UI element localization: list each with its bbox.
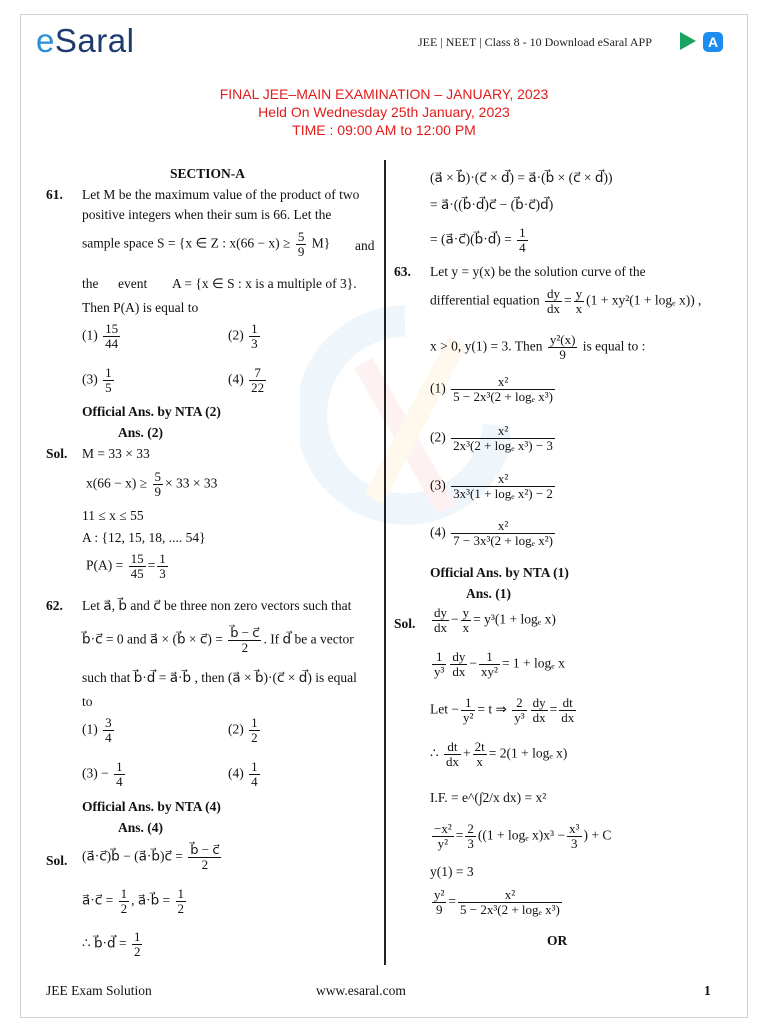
q61-option-4[interactable] bbox=[228, 366, 268, 395]
q61-sol-4: A : {12, 15, 18, .... 54} bbox=[82, 530, 206, 545]
den: 7 − 3x³(2 + logₑ x²) bbox=[453, 533, 553, 548]
num: 1 bbox=[177, 886, 185, 901]
num: dy bbox=[532, 695, 546, 710]
q61-sol-3: 11 ≤ x ≤ 55 bbox=[82, 508, 144, 523]
den: 3 bbox=[571, 836, 578, 851]
q63-option-3[interactable] bbox=[430, 472, 557, 501]
den: y² bbox=[462, 710, 474, 725]
q63-sol-5: I.F. = e^(∫2/x dx) = x² bbox=[430, 790, 547, 805]
num: 1 bbox=[120, 886, 128, 901]
num: 15 bbox=[130, 551, 144, 566]
q62-sol-1 bbox=[82, 843, 223, 872]
den: 3 bbox=[251, 336, 258, 351]
txt: x(66 − x) ≥ bbox=[86, 475, 148, 491]
den: 9 bbox=[435, 902, 443, 917]
txt: = bbox=[563, 292, 572, 308]
q61-line1: Let M be the maximum value of the product of two bbox=[82, 187, 360, 202]
q61-sol-5 bbox=[86, 552, 170, 581]
frac bbox=[432, 822, 454, 851]
den: 2x³(2 + logₑ x³) − 3 bbox=[453, 438, 553, 453]
opt-label: (4) bbox=[228, 371, 244, 387]
den: 2 bbox=[241, 640, 249, 655]
num: dt bbox=[559, 696, 576, 711]
frac bbox=[153, 470, 164, 499]
logo-e: e bbox=[36, 22, 55, 59]
frac bbox=[512, 696, 526, 725]
frac bbox=[432, 888, 446, 917]
den: 45 bbox=[130, 566, 144, 581]
q62-option-2[interactable] bbox=[228, 716, 262, 745]
num: 5 bbox=[154, 469, 162, 484]
frac bbox=[157, 552, 168, 581]
den: 4 bbox=[116, 774, 123, 789]
q62-sol-cont-2: = a⃗·((b⃗·d⃗)c⃗ − (b⃗·c⃗)d⃗) bbox=[430, 197, 554, 212]
frac bbox=[559, 696, 576, 725]
opt-frac bbox=[249, 716, 260, 745]
q62-official-answer: Official Ans. by NTA (4) bbox=[82, 799, 221, 814]
frac bbox=[188, 843, 221, 872]
opt-label: (4) bbox=[430, 524, 446, 540]
opt-label: (3) − bbox=[82, 765, 109, 781]
den: y³ bbox=[434, 664, 445, 679]
num: 15 bbox=[105, 321, 119, 336]
opt-label: (3) bbox=[82, 371, 98, 387]
q61-sol-2 bbox=[86, 470, 217, 499]
q63-line1: Let y = y(x) be the solution curve of the bbox=[430, 264, 646, 279]
q61-line5: Then P(A) is equal to bbox=[82, 300, 199, 315]
q63-number: 63. bbox=[394, 264, 411, 279]
den: 3 bbox=[159, 566, 166, 581]
opt-frac bbox=[249, 366, 266, 395]
opt-label: (2) bbox=[228, 721, 244, 737]
frac bbox=[548, 333, 578, 362]
q63-sol-8 bbox=[430, 888, 564, 917]
txt: − bbox=[469, 655, 478, 671]
opt-frac bbox=[451, 472, 555, 501]
den: x bbox=[462, 620, 470, 635]
txt: + bbox=[462, 745, 471, 761]
den: dx bbox=[452, 664, 466, 679]
txt: × 33 × 33 bbox=[165, 475, 218, 491]
den: 3 bbox=[467, 836, 474, 851]
page-number: 1 bbox=[704, 983, 711, 998]
txt: (1 + xy²(1 + logₑ x)) , bbox=[586, 292, 702, 308]
txt: ) + C bbox=[583, 827, 612, 843]
den: dx bbox=[445, 754, 459, 769]
num: 1 bbox=[519, 225, 526, 240]
den: 2 bbox=[177, 901, 185, 916]
logo-text: Saral bbox=[54, 22, 135, 59]
den: 4 bbox=[105, 730, 112, 745]
den: 2 bbox=[251, 730, 258, 745]
frac bbox=[479, 650, 500, 679]
q61-answer: Ans. (2) bbox=[118, 425, 164, 440]
num: 1 bbox=[251, 321, 258, 336]
q61-option-3[interactable] bbox=[82, 366, 116, 395]
den: 5 − 2x³(2 + logₑ x³) bbox=[460, 902, 560, 917]
opt-frac bbox=[103, 716, 114, 745]
txt: ∴ bbox=[430, 745, 439, 761]
opt-frac bbox=[451, 424, 555, 453]
exam-time: TIME : 09:00 AM to 12:00 PM bbox=[292, 122, 476, 138]
num: dy bbox=[434, 605, 447, 620]
frac bbox=[461, 606, 472, 635]
q61-and: and bbox=[355, 238, 375, 253]
q63-option-1[interactable] bbox=[430, 375, 557, 404]
exam-title: FINAL JEE–MAIN EXAMINATION – JANUARY, 2023 bbox=[219, 86, 549, 102]
q62-sol-cont-1: (a⃗ × b⃗)·(c⃗ × d⃗) = a⃗·(b⃗ × (c⃗ × d⃗)) bbox=[430, 170, 613, 185]
q61-number: 61. bbox=[46, 187, 63, 202]
txt: (a⃗·c⃗)b⃗ − (a⃗·b⃗)c⃗ = bbox=[82, 848, 183, 864]
frac bbox=[176, 887, 187, 916]
txt: ((1 + logₑ x)x³ − bbox=[477, 827, 566, 843]
txt: , a⃗·b⃗ = bbox=[131, 892, 171, 908]
num: x² bbox=[458, 888, 562, 903]
footer-website-link[interactable]: www.esaral.com bbox=[316, 983, 406, 998]
num: 7 bbox=[249, 366, 266, 381]
den: 22 bbox=[251, 380, 265, 395]
den: 5 bbox=[105, 380, 112, 395]
q61-sample-space: sample space S = {x ∈ Z : x(66 − x) ≥ bbox=[82, 235, 291, 251]
q62-sol-label: Sol. bbox=[46, 853, 68, 868]
q63-sol-2 bbox=[430, 650, 565, 679]
q61-sol-1: M = 33 × 33 bbox=[82, 446, 150, 461]
txt: a⃗·c⃗ = bbox=[82, 892, 114, 908]
txt: = 2(1 + logₑ x) bbox=[488, 745, 568, 761]
den: dx bbox=[434, 620, 447, 635]
esaral-logo[interactable] bbox=[36, 22, 134, 60]
txt: = t ⇒ bbox=[477, 701, 507, 717]
num: 1 bbox=[432, 650, 446, 665]
den: x bbox=[476, 754, 483, 769]
frac bbox=[432, 606, 449, 635]
num: y bbox=[575, 286, 583, 301]
den: 9 bbox=[559, 347, 566, 362]
app-store-icon[interactable]: A bbox=[703, 32, 723, 52]
frac bbox=[517, 226, 528, 255]
num: 1 bbox=[251, 715, 258, 730]
den: 3x³(1 + logₑ x²) − 2 bbox=[453, 486, 553, 501]
q61-option-2[interactable] bbox=[228, 322, 262, 351]
txt: P(A) = bbox=[86, 557, 124, 573]
q63-line3 bbox=[430, 333, 645, 362]
q63-option-4[interactable] bbox=[430, 519, 557, 548]
q61-the: the bbox=[82, 276, 99, 291]
den: dx bbox=[561, 710, 575, 725]
frac bbox=[432, 650, 446, 679]
q61-line3 bbox=[82, 230, 330, 259]
den: 2 bbox=[133, 944, 141, 959]
q61-line2: positive integers when their sum is 66. Let the bbox=[82, 207, 332, 222]
opt-frac bbox=[103, 366, 114, 395]
q62-option-1[interactable] bbox=[82, 716, 116, 745]
num: dy bbox=[452, 649, 466, 664]
play-store-icon[interactable] bbox=[680, 32, 696, 50]
q63-option-2[interactable] bbox=[430, 424, 557, 453]
num: 1 bbox=[479, 650, 500, 665]
num: y²(x) bbox=[549, 332, 576, 347]
num: −x² bbox=[434, 821, 452, 836]
den: y³ bbox=[514, 710, 525, 725]
column-divider bbox=[384, 160, 386, 965]
footer-left: JEE Exam Solution bbox=[46, 983, 152, 998]
q63-sol-7: y(1) = 3 bbox=[430, 864, 474, 879]
den: 4 bbox=[519, 240, 526, 255]
txt: x > 0, y(1) = 3. Then bbox=[430, 338, 543, 354]
num: 5 bbox=[297, 229, 305, 244]
q61-sol-label: Sol. bbox=[46, 446, 68, 461]
txt: . If d⃗ be a vector bbox=[263, 631, 354, 647]
num: 1 bbox=[461, 696, 475, 711]
num: y² bbox=[434, 887, 445, 902]
q62-line3: such that b⃗·d⃗ = a⃗·b⃗ , then (a⃗ × b⃗)·(c⃗ × d⃗) is equal bbox=[82, 670, 357, 685]
opt-frac bbox=[451, 519, 555, 548]
den: 5 − 2x³(2 + logₑ x³) bbox=[453, 389, 553, 404]
txt: is equal to : bbox=[582, 338, 646, 354]
opt-frac bbox=[114, 760, 125, 789]
opt-label: (2) bbox=[228, 327, 244, 343]
den: 4 bbox=[251, 774, 258, 789]
opt-label: (1) bbox=[82, 327, 98, 343]
num: 2 bbox=[467, 821, 474, 836]
q63-official-answer: Official Ans. by NTA (1) bbox=[430, 565, 569, 580]
opt-frac bbox=[249, 322, 260, 351]
den: dx bbox=[532, 710, 546, 725]
den: 2 bbox=[201, 857, 209, 872]
frac bbox=[450, 650, 467, 679]
q61-option-1[interactable] bbox=[82, 322, 122, 351]
q62-sol-cont-3 bbox=[430, 226, 530, 255]
q62-answer: Ans. (4) bbox=[118, 820, 164, 835]
q63-sol-label: Sol. bbox=[394, 616, 416, 631]
num: 1 bbox=[159, 551, 166, 566]
den: 2 bbox=[120, 901, 128, 916]
den: 9 bbox=[154, 484, 162, 499]
frac bbox=[129, 552, 146, 581]
q63-sol-4 bbox=[430, 740, 567, 769]
q63-sol-1 bbox=[430, 606, 556, 635]
num: dt bbox=[444, 740, 461, 755]
frac bbox=[473, 740, 487, 769]
txt: Let − bbox=[430, 701, 459, 717]
den: 44 bbox=[105, 336, 119, 351]
or-separator: OR bbox=[547, 933, 568, 948]
txt: differential equation bbox=[430, 292, 540, 308]
q62-number: 62. bbox=[46, 598, 63, 613]
txt: = 1 + logₑ x bbox=[501, 655, 565, 671]
opt-frac bbox=[249, 760, 260, 789]
den: xy² bbox=[481, 664, 498, 679]
frac bbox=[444, 740, 461, 769]
frac bbox=[461, 696, 475, 725]
num: 3 bbox=[105, 715, 112, 730]
frac bbox=[132, 930, 143, 959]
txt: = bbox=[549, 701, 558, 717]
den: 9 bbox=[297, 244, 305, 259]
q62-sol-2 bbox=[82, 887, 188, 916]
frac bbox=[545, 287, 562, 316]
frac bbox=[458, 888, 562, 917]
exam-date: Held On Wednesday 25th January, 2023 bbox=[258, 104, 510, 120]
q61-official-answer: Official Ans. by NTA (2) bbox=[82, 404, 221, 419]
q61-fraction bbox=[296, 230, 307, 259]
num: 1 bbox=[133, 929, 141, 944]
txt: = (a⃗·c⃗)(b⃗·d⃗) = bbox=[430, 231, 512, 247]
num: y bbox=[462, 605, 470, 620]
txt: = bbox=[448, 893, 457, 909]
q63-answer: Ans. (1) bbox=[466, 586, 512, 601]
den: x bbox=[575, 301, 583, 316]
den: dx bbox=[546, 301, 560, 316]
q62-option-3[interactable] bbox=[82, 760, 127, 789]
num: b⃗ − c⃗ bbox=[190, 842, 220, 857]
frac bbox=[531, 696, 548, 725]
q62-option-4[interactable] bbox=[228, 760, 262, 789]
q63-sol-6 bbox=[430, 822, 611, 851]
num: 1 bbox=[105, 365, 112, 380]
frac bbox=[228, 626, 261, 655]
frac bbox=[119, 887, 130, 916]
num: dy bbox=[546, 286, 560, 301]
q61-sample-space-end: M} bbox=[311, 235, 331, 251]
frac bbox=[567, 822, 581, 851]
txt: − bbox=[451, 611, 459, 627]
opt-label: (1) bbox=[430, 380, 446, 396]
num: 1 bbox=[251, 759, 258, 774]
q61-event: event bbox=[118, 276, 148, 291]
q61-event-def: A = {x ∈ S : x is a multiple of 3}. bbox=[172, 276, 357, 291]
txt: ∴ b⃗·d⃗ = bbox=[82, 935, 127, 951]
num: 2t bbox=[474, 739, 485, 754]
q63-line2 bbox=[430, 287, 701, 316]
opt-label: (4) bbox=[228, 765, 244, 781]
frac bbox=[465, 822, 476, 851]
txt: b⃗·c⃗ = 0 and a⃗ × (b⃗ × c⃗) = bbox=[82, 631, 223, 647]
opt-frac bbox=[451, 375, 555, 404]
frac bbox=[574, 287, 585, 316]
header-tagline: JEE | NEET | Class 8 - 10 Download eSaral APP bbox=[418, 35, 652, 49]
den: y² bbox=[437, 836, 449, 851]
q63-sol-3 bbox=[430, 696, 578, 725]
opt-label: (1) bbox=[82, 721, 98, 737]
num: x² bbox=[451, 424, 555, 439]
q62-line4: to bbox=[82, 694, 93, 709]
num: x² bbox=[451, 519, 555, 534]
q62-sol-3 bbox=[82, 930, 144, 959]
num: x² bbox=[451, 472, 555, 487]
opt-label: (3) bbox=[430, 477, 446, 493]
q62-line1: Let a⃗, b⃗ and c⃗ be three non zero vectors such that bbox=[82, 598, 352, 613]
num: b⃗ − c⃗ bbox=[230, 625, 260, 640]
section-heading: SECTION-A bbox=[170, 166, 246, 181]
num: 1 bbox=[116, 759, 123, 774]
opt-label: (2) bbox=[430, 429, 446, 445]
num: x³ bbox=[569, 821, 580, 836]
opt-frac bbox=[103, 322, 120, 351]
txt: = bbox=[147, 557, 156, 573]
txt: = y³(1 + logₑ x) bbox=[473, 611, 556, 627]
q62-line2 bbox=[82, 626, 354, 655]
num: x² bbox=[451, 375, 555, 390]
txt: = bbox=[455, 827, 464, 843]
num: 2 bbox=[512, 696, 526, 711]
